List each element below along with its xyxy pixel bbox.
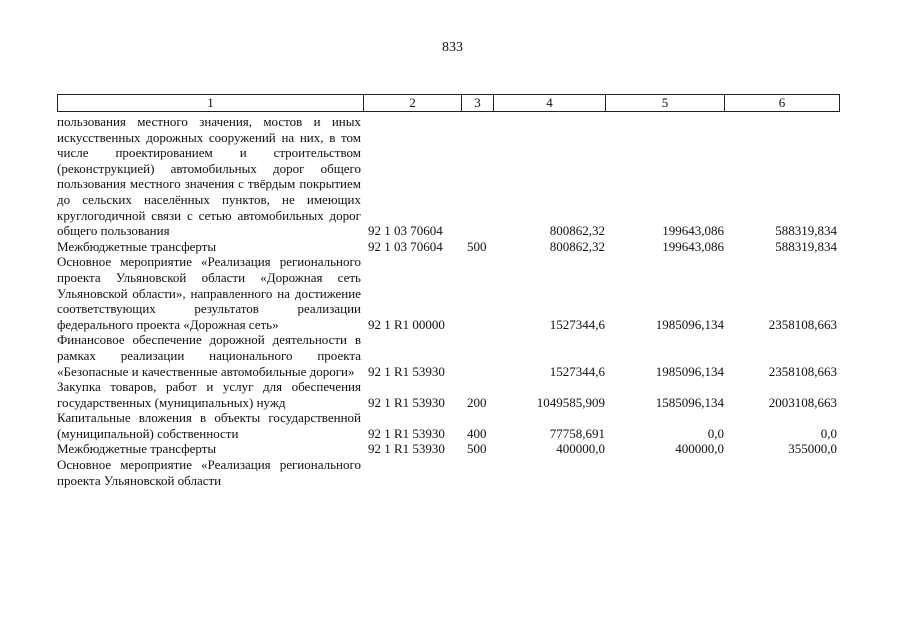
table-row <box>57 332 840 379</box>
row-code: 92 1 R1 53930 <box>368 425 445 441</box>
row-value-6: 2358108,663 <box>768 316 837 332</box>
header-col-6: 6 <box>778 95 786 110</box>
row-code: 92 1 R1 53930 <box>368 441 445 457</box>
table-header-row <box>57 94 840 112</box>
row-value-5: 1585096,134 <box>655 394 724 410</box>
row-value-6: 588319,834 <box>775 223 837 239</box>
row-name: Закупка товаров, работ и услуг для обеспечения государственных (муниципальных) нужд <box>57 379 361 410</box>
row-value-4: 1527344,6 <box>549 363 605 379</box>
header-col-1: 1 <box>58 95 364 111</box>
row-value-6: 355000,0 <box>788 441 837 457</box>
row-values <box>57 395 840 411</box>
row-values <box>57 426 840 442</box>
row-name: Основное мероприятие «Реализация регионального проекта Ульяновской области «Дорожная сеть Ульяновской области», направленного на достижение соответствующих результатов реализации федерального проекта «Дорожная сеть» <box>57 254 361 332</box>
row-vr: 500 <box>467 238 487 254</box>
row-vr: 400 <box>467 425 487 441</box>
table-row <box>57 254 840 332</box>
table-body <box>57 114 840 488</box>
table-row <box>57 410 840 441</box>
row-values <box>57 364 840 380</box>
row-value-5: 199643,086 <box>662 238 724 254</box>
row-value-6: 2358108,663 <box>768 363 837 379</box>
row-value-5: 400000,0 <box>675 441 724 457</box>
row-name: пользования местного значения, мостов и иных искусственных дорожных сооружений на них, в том числе проектированием и строительством (реконструкцией) автомобильных дорог общего пользования местного значения с твёрдым покрытием до сельских населённых пунктов, не имеющих круглогодичной связи с сетью автомобильных дорог общего пользования <box>57 114 361 239</box>
header-col-2: 2 <box>364 95 462 111</box>
table-row <box>57 379 840 410</box>
header-col-3: 3 <box>462 95 494 111</box>
row-values <box>57 239 840 255</box>
row-values <box>57 223 840 239</box>
row-name: Финансовое обеспечение дорожной деятельности в рамках реализации национального проекта «Безопасные и качественные автомобильные дороги» <box>57 332 361 379</box>
row-code: 92 1 R1 53930 <box>368 363 445 379</box>
row-value-4: 1049585,909 <box>536 394 605 410</box>
row-values <box>57 317 840 333</box>
row-code: 92 1 03 70604 <box>368 238 443 254</box>
row-values <box>57 473 840 489</box>
row-value-6: 2003108,663 <box>768 394 837 410</box>
page-number: 833 <box>442 40 463 55</box>
row-name: Межбюджетные трансферты <box>57 238 217 254</box>
row-name: Основное мероприятие «Реализация регионального проекта Ульяновской области <box>57 457 361 488</box>
row-value-6: 0,0 <box>820 425 837 441</box>
row-vr: 500 <box>467 441 487 457</box>
row-code: 92 1 R1 53930 <box>368 394 445 410</box>
row-vr: 200 <box>467 394 487 410</box>
row-value-4: 800862,32 <box>549 238 605 254</box>
row-values <box>57 441 840 457</box>
table-row <box>57 441 840 457</box>
row-value-5: 199643,086 <box>662 223 724 239</box>
table-row <box>57 114 840 239</box>
row-value-5: 1985096,134 <box>655 363 724 379</box>
row-value-4: 77758,691 <box>549 425 605 441</box>
row-code: 92 1 03 70604 <box>368 223 443 239</box>
row-name: Капитальные вложения в объекты государственной (муниципальной) собственности <box>57 410 361 441</box>
header-col-5: 5 <box>606 95 725 111</box>
row-name: Межбюджетные трансферты <box>57 441 217 457</box>
header-col-4: 4 <box>494 95 606 111</box>
row-value-4: 1527344,6 <box>549 316 605 332</box>
row-code: 92 1 R1 00000 <box>368 316 445 332</box>
table-row <box>57 457 840 488</box>
row-value-6: 588319,834 <box>775 238 837 254</box>
row-value-4: 800862,32 <box>549 223 605 239</box>
row-value-5: 0,0 <box>707 425 724 441</box>
table-row <box>57 239 840 255</box>
row-value-5: 1985096,134 <box>655 316 724 332</box>
row-value-4: 400000,0 <box>556 441 605 457</box>
